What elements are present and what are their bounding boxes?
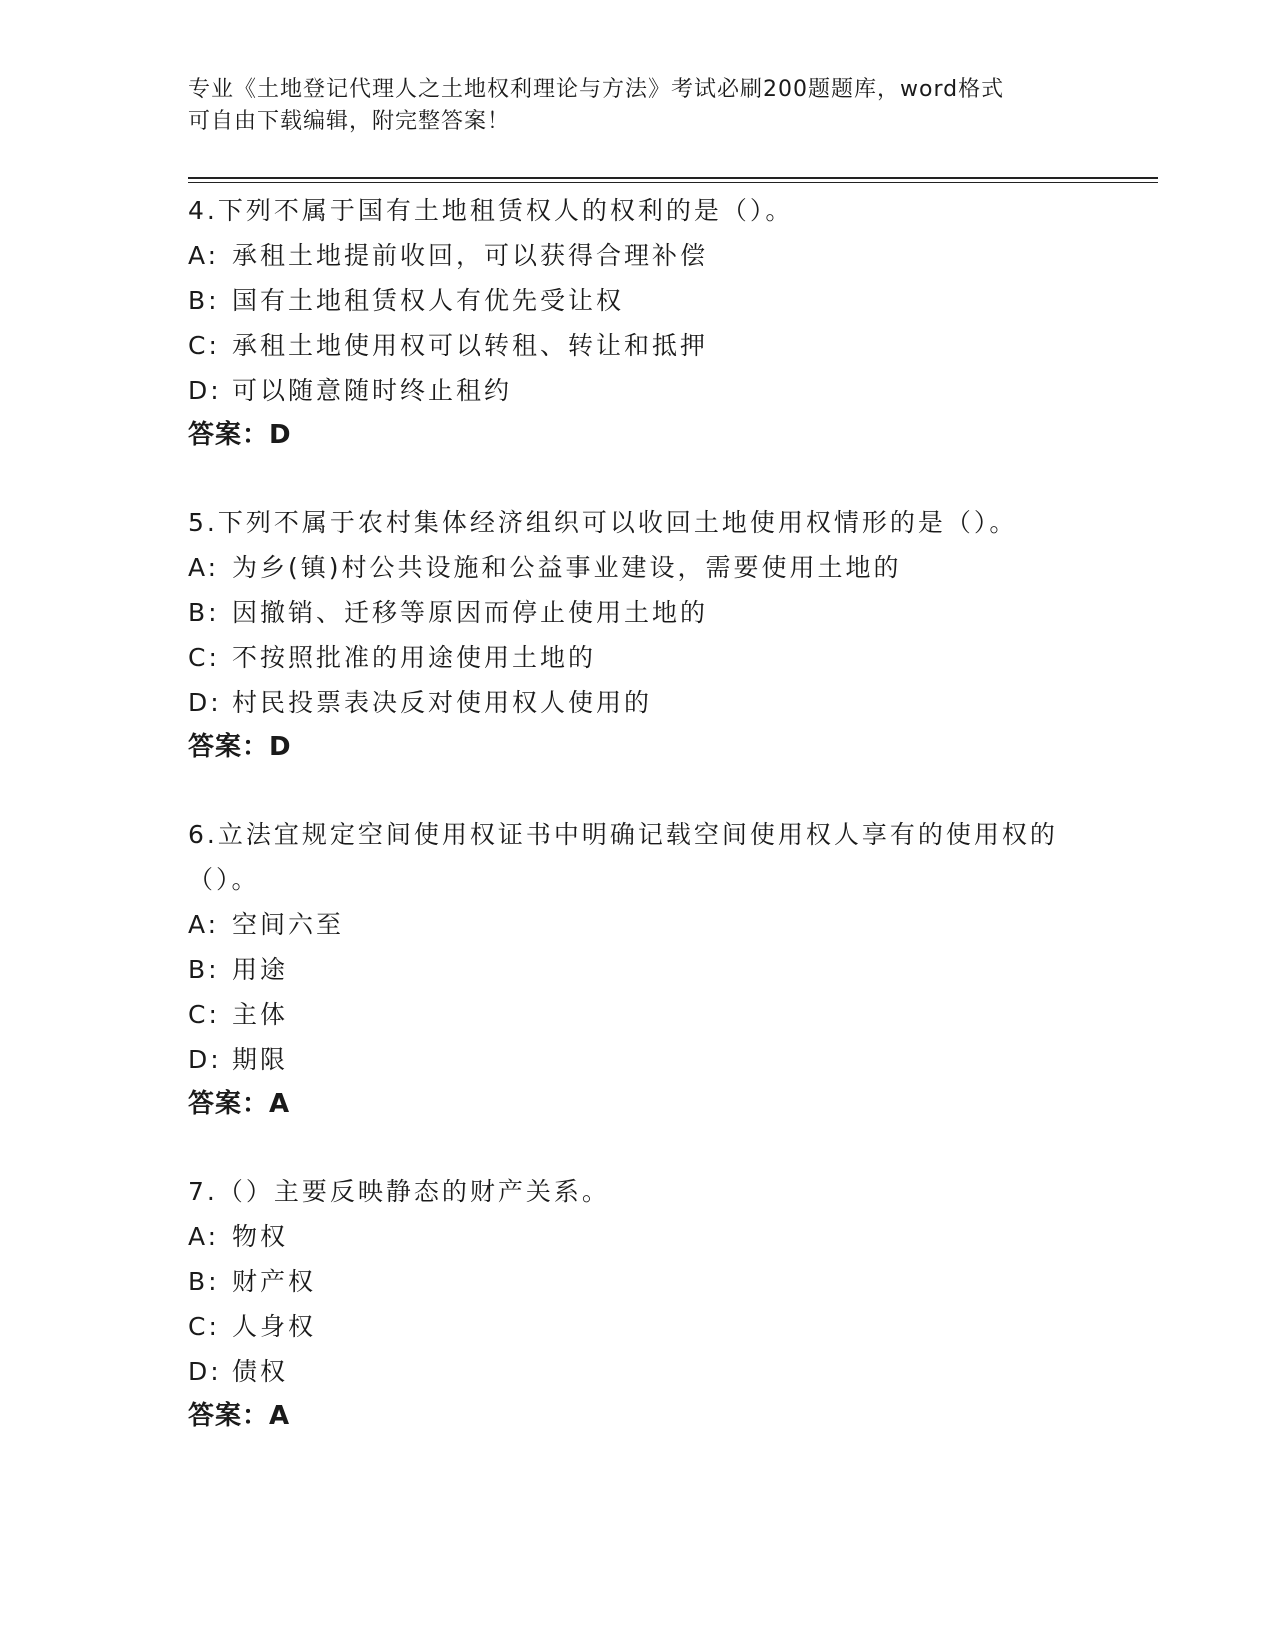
option-text: 村民投票表决反对使用权人使用的 (232, 688, 653, 717)
option-letter: C: (188, 643, 220, 672)
option-b (188, 947, 1088, 992)
question-stem: 4.下列不属于国有土地租赁权人的权利的是（）。 (188, 196, 794, 225)
option-text: 债权 (232, 1357, 289, 1386)
option-text: 人身权 (232, 1312, 317, 1341)
option-letter: C: (188, 331, 220, 360)
answer-line: 答案：D (188, 420, 292, 450)
question-7 (188, 1169, 1088, 1439)
answer-line: 答案：D (188, 732, 292, 762)
option-letter: A: (188, 910, 220, 939)
option-text: 承租土地使用权可以转租、转让和抵押 (232, 331, 709, 360)
answer-line: 答案：A (188, 1089, 291, 1119)
option-letter: C: (188, 1312, 220, 1341)
option-text: 不按照批准的用途使用土地的 (232, 643, 597, 672)
question-stem: 7.（）主要反映静态的财产关系。 (188, 1177, 610, 1206)
option-letter: A: (188, 241, 220, 270)
header-divider-thick (188, 177, 1158, 179)
option-letter: B: (188, 598, 220, 627)
option-letter: B: (188, 286, 220, 315)
option-text: 主体 (232, 1000, 289, 1029)
option-a (188, 233, 1088, 278)
option-text: 为乡(镇)村公共设施和公益事业建设，需要使用土地的 (232, 553, 902, 582)
question-stem: 5.下列不属于农村集体经济组织可以收回土地使用权情形的是（）。 (188, 508, 1018, 537)
option-text: 用途 (232, 955, 289, 984)
option-text: 承租土地提前收回，可以获得合理补偿 (232, 241, 709, 270)
header-line-2: 可自由下载编辑，附完整答案！ (188, 109, 511, 134)
option-d (188, 680, 1088, 725)
option-text: 期限 (232, 1045, 289, 1074)
header-line-1: 专业《土地登记代理人之土地权利理论与方法》考试必刷200题题库，word格式 (188, 77, 1005, 102)
option-d (188, 1037, 1088, 1082)
option-c (188, 323, 1088, 368)
header-divider-thin (188, 182, 1158, 183)
option-c (188, 992, 1088, 1037)
option-text: 国有土地租赁权人有优先受让权 (232, 286, 625, 315)
question-stem: 6.立法宜规定空间使用权证书中明确记载空间使用权人享有的使用权的（）。 (188, 820, 1058, 894)
option-d (188, 1349, 1088, 1394)
option-letter: A: (188, 553, 220, 582)
option-d (188, 368, 1088, 413)
option-text: 因撤销、迁移等原因而停止使用土地的 (232, 598, 709, 627)
question-4 (188, 188, 1088, 458)
option-c (188, 1304, 1088, 1349)
option-text: 财产权 (232, 1267, 317, 1296)
option-letter: B: (188, 955, 220, 984)
option-text: 物权 (232, 1222, 289, 1251)
option-c (188, 635, 1088, 680)
question-5 (188, 500, 1088, 770)
option-letter: D: (188, 688, 222, 717)
document-header (188, 74, 1068, 138)
option-b (188, 278, 1088, 323)
question-6 (188, 812, 1088, 1127)
answer-line: 答案：A (188, 1401, 291, 1431)
option-letter: B: (188, 1267, 220, 1296)
option-letter: D: (188, 1357, 222, 1386)
option-letter: C: (188, 1000, 220, 1029)
option-a (188, 1214, 1088, 1259)
option-b (188, 590, 1088, 635)
option-a (188, 545, 1088, 590)
option-text: 空间六至 (232, 910, 345, 939)
option-text: 可以随意随时终止租约 (232, 376, 513, 405)
option-letter: D: (188, 376, 222, 405)
option-b (188, 1259, 1088, 1304)
option-letter: D: (188, 1045, 222, 1074)
option-letter: A: (188, 1222, 220, 1251)
option-a (188, 902, 1088, 947)
question-list (188, 188, 1088, 1481)
